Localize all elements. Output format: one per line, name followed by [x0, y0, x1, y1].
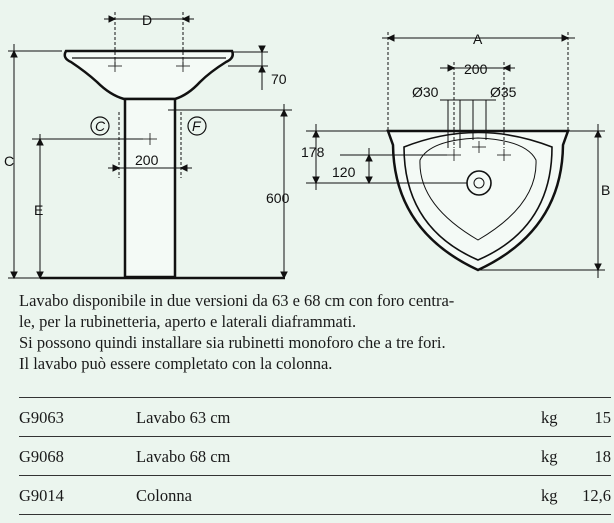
dim-d-label: D: [142, 12, 153, 28]
product-description: [19, 290, 611, 374]
description-line: Lavabo disponibile in due versioni da 63 e 68 cm con foro centra-: [19, 291, 455, 310]
product-table: [19, 397, 611, 515]
dim-200-front-label: 200: [135, 152, 159, 168]
dim-c-label: C: [4, 153, 15, 169]
weight-unit: kg: [541, 486, 558, 505]
product-code: G9063: [19, 408, 64, 427]
product-row: [19, 436, 611, 475]
dim-120-label: 120: [332, 164, 356, 180]
weight-unit: kg: [541, 447, 558, 466]
product-description-cell: Lavabo 68 cm: [136, 447, 231, 466]
weight-unit: kg: [541, 408, 558, 427]
dim-diameter-35-label: Ø35: [490, 84, 517, 100]
product-code: G9014: [19, 486, 64, 505]
dim-b-label: B: [601, 182, 611, 198]
column-outline: [125, 99, 175, 277]
product-row: [19, 397, 611, 436]
dim-200-top-label: 200: [464, 61, 488, 77]
product-row: [19, 475, 611, 515]
front-view: [8, 12, 292, 278]
marker-c: C: [95, 118, 106, 134]
dim-178-label: 178: [301, 144, 325, 160]
product-description-cell: Colonna: [136, 486, 192, 505]
product-weight: 15: [594, 408, 611, 427]
description-line: Il lavabo può essere completato con la colonna.: [19, 354, 333, 373]
dim-a-label: A: [473, 31, 483, 47]
product-weight: 18: [594, 447, 611, 466]
description-line: le, per la rubinetteria, aperto e laterali diaframmati.: [19, 312, 357, 331]
dim-600-label: 600: [266, 190, 290, 206]
product-code: G9068: [19, 447, 64, 466]
top-view: [306, 32, 605, 278]
product-description-cell: Lavabo 63 cm: [136, 408, 231, 427]
dim-70-label: 70: [271, 71, 287, 87]
product-weight: 12,6: [582, 486, 611, 505]
dim-diameter-30-label: Ø30: [412, 84, 439, 100]
description-line: Si possono quindi installare sia rubinetti monoforo che a tre fori.: [19, 333, 446, 352]
dim-e-label: E: [34, 202, 44, 218]
marker-f: F: [192, 118, 201, 134]
